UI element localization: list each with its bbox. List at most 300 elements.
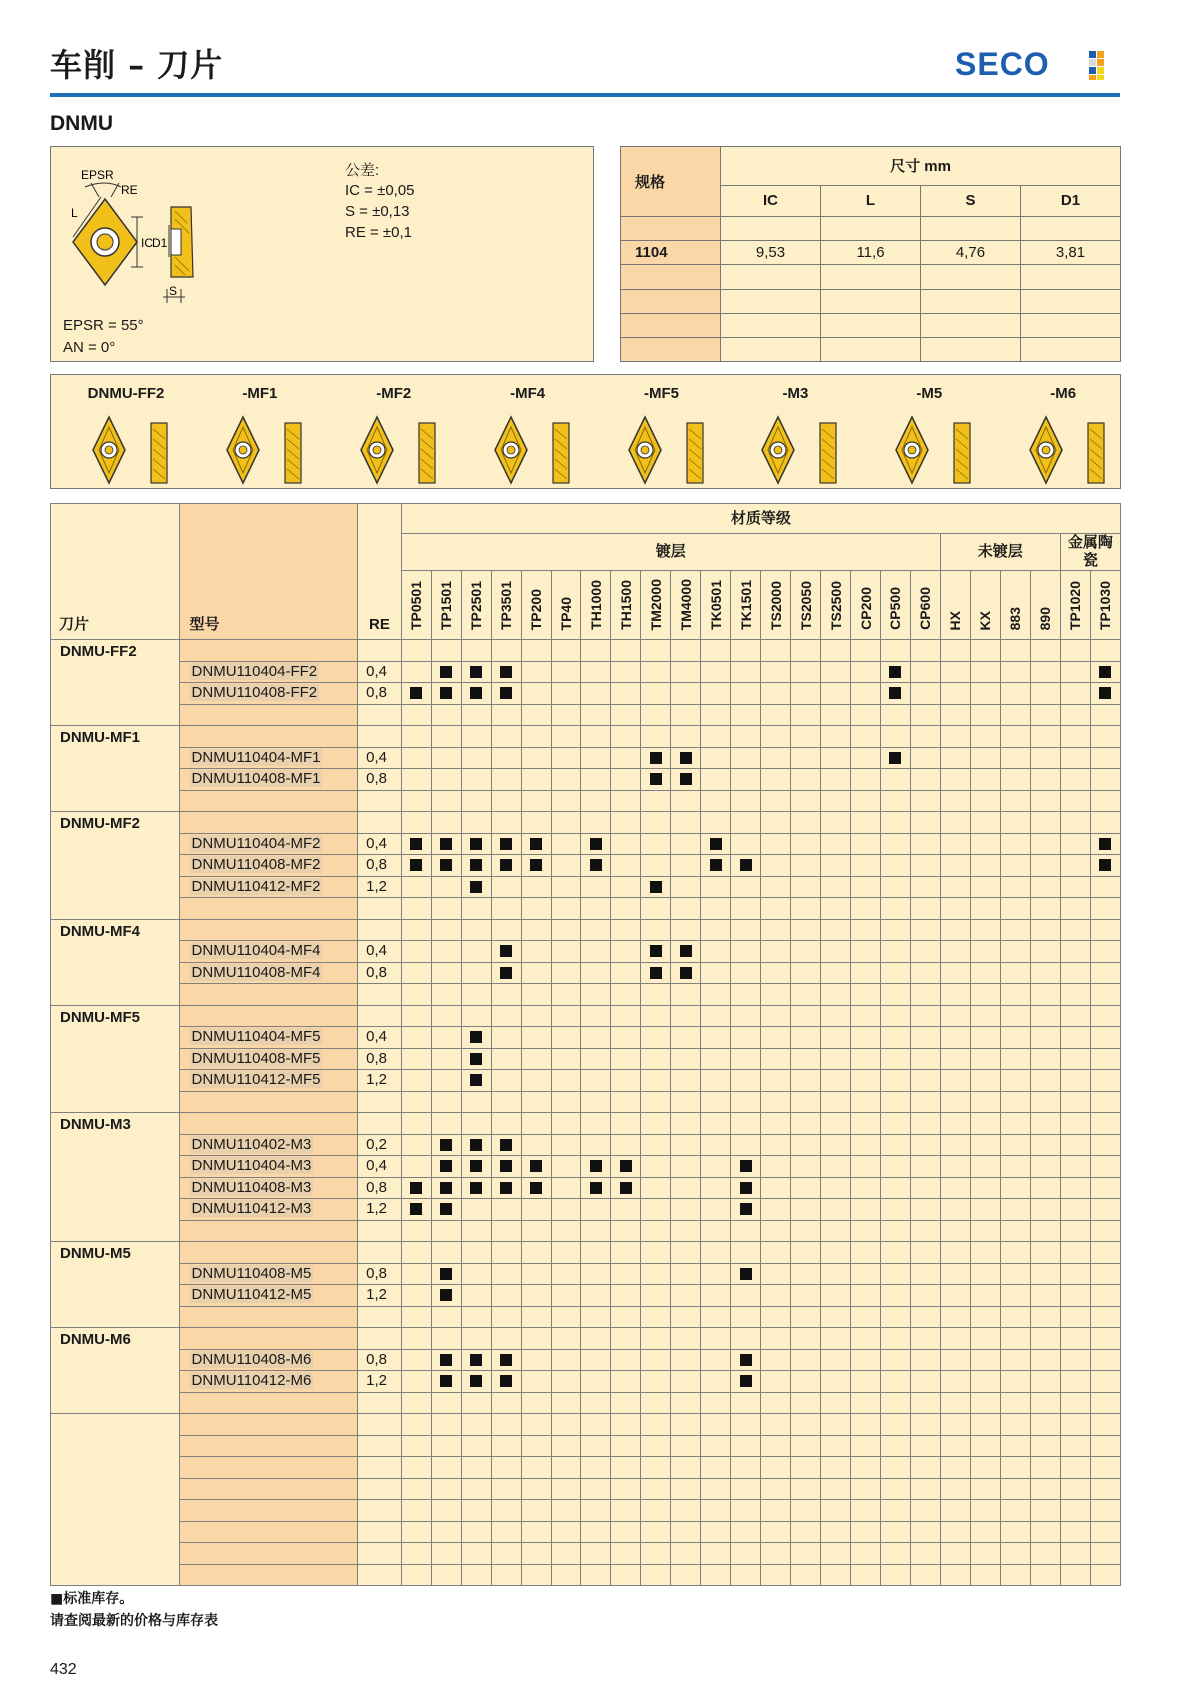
chipbreaker-label: -MF5: [644, 385, 679, 402]
grade-header: TS2000: [761, 571, 791, 640]
grade-header: TP1501: [431, 571, 461, 640]
stock-mark-icon: [500, 687, 512, 699]
stock-mark-cell: [701, 855, 731, 877]
stock-mark-cell: [401, 833, 431, 855]
re-value: 0,4: [358, 747, 402, 769]
chipbreaker-label: -M6: [1050, 385, 1077, 402]
stock-mark-icon: [740, 859, 752, 871]
stock-mark-icon: [470, 838, 482, 850]
stock-mark-icon: [440, 859, 452, 871]
stock-mark-icon: [440, 1139, 452, 1151]
angle-an: AN = 0°: [63, 339, 116, 356]
model-code[interactable]: DNMU110408-M3: [179, 1177, 358, 1199]
stock-mark-cell: [431, 1349, 461, 1371]
model-code[interactable]: DNMU110412-MF5: [179, 1070, 358, 1092]
re-value: 0,4: [358, 1156, 402, 1178]
model-code[interactable]: DNMU110412-M5: [179, 1285, 358, 1307]
model-code[interactable]: DNMU110408-M5: [179, 1263, 358, 1285]
family-row: [51, 640, 1121, 662]
stock-mark-icon: [1099, 838, 1111, 850]
footnote-price-list: 请查阅最新的价格与库存表: [50, 1613, 218, 1629]
dim-col-ic: IC: [721, 185, 821, 217]
chipbreaker-insert-icon: [473, 415, 583, 485]
re-value: 0,8: [358, 962, 402, 984]
stock-mark-icon: [530, 859, 542, 871]
stock-mark-cell: [731, 855, 761, 877]
label-l: L: [71, 206, 78, 220]
stock-mark-icon: [500, 859, 512, 871]
svg-text:SECO: SECO: [955, 47, 1050, 81]
grade-header: KX: [970, 571, 1000, 640]
grade-header: CP600: [910, 571, 940, 640]
stock-mark-icon: [500, 1354, 512, 1366]
family-name: DNMU-FF2: [51, 640, 180, 726]
stock-mark-cell: [581, 1177, 611, 1199]
stock-mark-icon: [440, 666, 452, 678]
grade-header: TK0501: [701, 571, 731, 640]
stock-mark-cell: [401, 855, 431, 877]
grade-header: TP40: [551, 571, 581, 640]
grade-header: TP2501: [461, 571, 491, 640]
header-model: 型号: [179, 504, 358, 640]
table-row: [51, 1134, 1121, 1156]
tolerance-re: RE = ±0,1: [345, 224, 413, 241]
chipbreaker-label: -MF2: [376, 385, 412, 402]
stock-mark-cell: [491, 1371, 521, 1393]
product-code: DNMU: [50, 112, 113, 135]
stock-mark-icon: [470, 1160, 482, 1172]
grade-header: HX: [940, 571, 970, 640]
dimension-table: [620, 146, 1121, 362]
family-name: DNMU-MF1: [51, 726, 180, 812]
stock-mark-icon: [410, 687, 422, 699]
stock-mark-cell: [461, 1048, 491, 1070]
table-row: [51, 1070, 1121, 1092]
stock-mark-icon: [1099, 859, 1111, 871]
model-code[interactable]: DNMU110412-M3: [179, 1199, 358, 1221]
stock-mark-cell: [461, 855, 491, 877]
header-uncoated: 未镀层: [940, 534, 1060, 571]
stock-mark-cell: [731, 1263, 761, 1285]
grade-header: TH1000: [581, 571, 611, 640]
stock-mark-icon: [440, 1354, 452, 1366]
dim-col-s: S: [921, 185, 1021, 217]
chipbreaker-label: -M3: [782, 385, 809, 402]
grade-header: TP1020: [1060, 571, 1090, 640]
dim-col-l: L: [821, 185, 921, 217]
stock-mark-icon: [1099, 687, 1111, 699]
model-code[interactable]: DNMU110408-MF4: [179, 962, 358, 984]
family-row: [51, 1113, 1121, 1135]
table-row: [51, 661, 1121, 683]
stock-mark-icon: [650, 967, 662, 979]
re-value: 0,4: [358, 661, 402, 683]
stock-mark-cell: [461, 833, 491, 855]
stock-mark-cell: [521, 1156, 551, 1178]
stock-mark-cell: [491, 1177, 521, 1199]
family-row: [51, 1328, 1121, 1350]
stock-mark-cell: [491, 855, 521, 877]
re-value: 0,8: [358, 683, 402, 705]
title-rule: [50, 93, 1120, 97]
stock-mark-icon: [530, 1160, 542, 1172]
stock-mark-icon: [440, 1203, 452, 1215]
stock-mark-cell: [461, 876, 491, 898]
stock-mark-icon: [440, 1182, 452, 1194]
stock-mark-icon: [620, 1160, 632, 1172]
grade-header: TP1030: [1090, 571, 1120, 640]
dim-ic-value: 9,53: [721, 241, 821, 265]
stock-mark-icon: [470, 881, 482, 893]
stock-mark-cell: [431, 1371, 461, 1393]
stock-mark-cell: [1090, 683, 1120, 705]
stock-mark-icon: [680, 945, 692, 957]
chipbreaker-insert-icon: [205, 415, 315, 485]
stock-mark-icon: [470, 1182, 482, 1194]
stock-mark-icon: [650, 881, 662, 893]
table-row: [51, 1156, 1121, 1178]
stock-mark-cell: [1090, 833, 1120, 855]
grade-header: TK1501: [731, 571, 761, 640]
stock-mark-cell: [581, 855, 611, 877]
stock-mark-icon: [650, 945, 662, 957]
size-label: 规格: [621, 147, 721, 217]
stock-mark-icon: [470, 666, 482, 678]
grade-header: TH1500: [611, 571, 641, 640]
stock-mark-cell: [491, 661, 521, 683]
stock-mark-icon: [500, 838, 512, 850]
family-name: DNMU-M3: [51, 1113, 180, 1242]
tolerance-block: [345, 159, 415, 243]
model-code[interactable]: DNMU110408-MF5: [179, 1048, 358, 1070]
stock-mark-icon: [620, 1182, 632, 1194]
stock-mark-cell: [461, 1371, 491, 1393]
stock-mark-icon: [440, 838, 452, 850]
stock-mark-cell: [611, 1156, 641, 1178]
family-row: [51, 1242, 1121, 1264]
stock-mark-icon: [410, 1182, 422, 1194]
re-value: 1,2: [358, 1285, 402, 1307]
stock-mark-cell: [431, 855, 461, 877]
dim-s-value: 4,76: [921, 241, 1021, 265]
stock-mark-cell: [491, 1156, 521, 1178]
stock-mark-cell: [641, 769, 671, 791]
family-row: [51, 726, 1121, 748]
seco-logo: [955, 47, 1115, 81]
stock-mark-cell: [401, 1177, 431, 1199]
stock-mark-icon: [440, 1375, 452, 1387]
chipbreaker-label: DNMU-FF2: [87, 385, 165, 402]
stock-mark-icon: [650, 773, 662, 785]
re-value: 0,4: [358, 833, 402, 855]
re-value: 1,2: [358, 1070, 402, 1092]
table-row: [51, 1048, 1121, 1070]
stock-mark-cell: [581, 833, 611, 855]
stock-mark-icon: [590, 1182, 602, 1194]
angle-block: [63, 315, 144, 359]
header-grades: 材质等级: [401, 504, 1120, 534]
stock-mark-cell: [431, 1134, 461, 1156]
chipbreaker-insert-icon: [874, 415, 984, 485]
angle-epsr: EPSR = 55°: [63, 317, 144, 334]
stock-mark-cell: [461, 1134, 491, 1156]
grade-header: TS2050: [791, 571, 821, 640]
grade-header: 890: [1030, 571, 1060, 640]
chipbreaker-label: -MF1: [242, 385, 278, 402]
footnote-stock: ■标准库存。: [50, 1591, 134, 1607]
chipbreaker-insert-icon: [339, 415, 449, 485]
stock-mark-icon: [590, 838, 602, 850]
stock-mark-icon: [500, 967, 512, 979]
family-row: [51, 1005, 1121, 1027]
stock-mark-cell: [521, 833, 551, 855]
stock-mark-cell: [671, 941, 701, 963]
stock-mark-icon: [500, 666, 512, 678]
grade-header: TP200: [521, 571, 551, 640]
model-code[interactable]: DNMU110404-M3: [179, 1156, 358, 1178]
model-code[interactable]: DNMU110408-MF1: [179, 769, 358, 791]
re-value: 0,2: [358, 1134, 402, 1156]
table-row: [51, 1349, 1121, 1371]
stock-mark-cell: [431, 1285, 461, 1307]
stock-mark-cell: [880, 661, 910, 683]
stock-mark-cell: [461, 1177, 491, 1199]
stock-mark-icon: [470, 1031, 482, 1043]
stock-mark-icon: [740, 1375, 752, 1387]
model-code[interactable]: DNMU110408-FF2: [179, 683, 358, 705]
grade-header: CP200: [851, 571, 881, 640]
stock-mark-icon: [470, 859, 482, 871]
re-value: 1,2: [358, 1371, 402, 1393]
stock-mark-cell: [1090, 661, 1120, 683]
model-code[interactable]: DNMU110404-FF2: [179, 661, 358, 683]
stock-mark-cell: [491, 833, 521, 855]
header-re: RE: [358, 504, 402, 640]
stock-mark-icon: [740, 1354, 752, 1366]
header-cermet: 金属陶瓷: [1060, 534, 1120, 571]
stock-mark-cell: [491, 962, 521, 984]
grade-header: 883: [1000, 571, 1030, 640]
grade-header: TM2000: [641, 571, 671, 640]
stock-mark-icon: [740, 1203, 752, 1215]
table-row: [51, 833, 1121, 855]
model-code[interactable]: DNMU110408-MF2: [179, 855, 358, 877]
label-epsr: EPSR: [81, 168, 114, 182]
stock-mark-icon: [710, 838, 722, 850]
tolerance-s: S = ±0,13: [345, 203, 410, 220]
stock-mark-icon: [740, 1268, 752, 1280]
stock-mark-icon: [889, 687, 901, 699]
dim-d1-value: 3,81: [1021, 241, 1121, 265]
stock-mark-cell: [431, 661, 461, 683]
spec-box: [50, 146, 594, 362]
grade-header: CP500: [880, 571, 910, 640]
chipbreaker-insert-icon: [607, 415, 717, 485]
re-value: 0,8: [358, 769, 402, 791]
model-code[interactable]: DNMU110404-MF5: [179, 1027, 358, 1049]
stock-mark-cell: [581, 1156, 611, 1178]
stock-mark-cell: [461, 1027, 491, 1049]
table-row: [51, 1285, 1121, 1307]
table-row: [51, 1177, 1121, 1199]
stock-mark-cell: [431, 1199, 461, 1221]
stock-mark-cell: [671, 962, 701, 984]
stock-mark-cell: [491, 1349, 521, 1371]
table-row: [51, 1199, 1121, 1221]
stock-mark-icon: [740, 1182, 752, 1194]
label-ic: IC: [141, 236, 153, 250]
family-row: [51, 812, 1121, 834]
chipbreaker-label: -MF4: [510, 385, 546, 402]
family-name: DNMU-M5: [51, 1242, 180, 1328]
re-value: 0,8: [358, 1263, 402, 1285]
stock-mark-cell: [731, 1156, 761, 1178]
stock-mark-cell: [521, 855, 551, 877]
stock-mark-cell: [461, 1070, 491, 1092]
stock-mark-icon: [410, 1203, 422, 1215]
re-value: 0,8: [358, 1349, 402, 1371]
model-code[interactable]: DNMU110404-MF1: [179, 747, 358, 769]
stock-mark-icon: [590, 1160, 602, 1172]
family-name: DNMU-M6: [51, 1328, 180, 1414]
table-row: [51, 855, 1121, 877]
dim-l-value: 11,6: [821, 241, 921, 265]
grade-header: TP3501: [491, 571, 521, 640]
stock-mark-cell: [431, 1156, 461, 1178]
stock-mark-icon: [440, 1268, 452, 1280]
re-value: 1,2: [358, 1199, 402, 1221]
label-s: S: [169, 284, 178, 298]
stock-mark-icon: [530, 1182, 542, 1194]
model-code[interactable]: DNMU110404-MF4: [179, 941, 358, 963]
page-number: 432: [50, 1661, 77, 1678]
model-code[interactable]: DNMU110404-MF2: [179, 833, 358, 855]
dim-group-header: 尺寸 mm: [721, 147, 1121, 186]
grade-header: TM4000: [671, 571, 701, 640]
stock-mark-cell: [641, 747, 671, 769]
chipbreaker-insert-icon: [71, 415, 181, 485]
stock-mark-cell: [731, 1371, 761, 1393]
table-row: [51, 962, 1121, 984]
table-row: [51, 1371, 1121, 1393]
page-title: 车削 – 刀片: [50, 46, 224, 84]
stock-mark-icon: [710, 859, 722, 871]
stock-mark-cell: [880, 747, 910, 769]
stock-mark-cell: [461, 683, 491, 705]
stock-mark-icon: [500, 1139, 512, 1151]
stock-mark-icon: [530, 838, 542, 850]
table-row: [51, 1027, 1121, 1049]
model-code[interactable]: DNMU110412-MF2: [179, 876, 358, 898]
stock-mark-icon: [500, 945, 512, 957]
table-row: [51, 1263, 1121, 1285]
stock-mark-icon: [470, 1053, 482, 1065]
stock-mark-cell: [491, 941, 521, 963]
table-row: [51, 683, 1121, 705]
stock-mark-cell: [701, 833, 731, 855]
table-row: [51, 747, 1121, 769]
grade-table: [50, 503, 1121, 1586]
dim-col-d1: D1: [1021, 185, 1121, 217]
grade-header: TP0501: [401, 571, 431, 640]
stock-mark-icon: [410, 859, 422, 871]
stock-mark-cell: [611, 1177, 641, 1199]
model-code[interactable]: DNMU110402-M3: [179, 1134, 358, 1156]
stock-mark-icon: [680, 752, 692, 764]
stock-mark-cell: [671, 769, 701, 791]
stock-mark-cell: [461, 1349, 491, 1371]
stock-mark-cell: [521, 1177, 551, 1199]
stock-mark-cell: [731, 1349, 761, 1371]
stock-mark-cell: [431, 1177, 461, 1199]
chipbreaker-insert-icon: [1008, 415, 1118, 485]
table-row: [51, 876, 1121, 898]
family-row: [51, 919, 1121, 941]
family-name: DNMU-MF2: [51, 812, 180, 920]
re-value: 0,4: [358, 941, 402, 963]
stock-mark-icon: [440, 1289, 452, 1301]
stock-mark-cell: [491, 683, 521, 705]
re-value: 0,4: [358, 1027, 402, 1049]
stock-mark-icon: [590, 859, 602, 871]
chipbreaker-insert-icon: [740, 415, 850, 485]
stock-mark-cell: [491, 1134, 521, 1156]
stock-mark-icon: [470, 1375, 482, 1387]
chipbreaker-label: -M5: [916, 385, 943, 402]
re-value: 0,8: [358, 1048, 402, 1070]
stock-mark-icon: [470, 1354, 482, 1366]
insert-dimension-drawing: [59, 157, 249, 307]
chipbreaker-strip: [50, 374, 1121, 489]
stock-mark-cell: [671, 747, 701, 769]
tolerance-ic: IC = ±0,05: [345, 182, 415, 199]
stock-mark-cell: [880, 683, 910, 705]
stock-mark-cell: [431, 1263, 461, 1285]
stock-mark-cell: [431, 833, 461, 855]
stock-mark-icon: [440, 1160, 452, 1172]
label-re: RE: [121, 183, 138, 197]
table-row: [51, 941, 1121, 963]
stock-mark-cell: [731, 1199, 761, 1221]
stock-mark-cell: [641, 962, 671, 984]
stock-mark-icon: [410, 838, 422, 850]
stock-mark-icon: [650, 752, 662, 764]
re-value: 0,8: [358, 1177, 402, 1199]
stock-mark-icon: [889, 666, 901, 678]
model-code[interactable]: DNMU110408-M6: [179, 1349, 358, 1371]
re-value: 1,2: [358, 876, 402, 898]
header-insert: 刀片: [51, 504, 180, 640]
grade-header: TS2500: [821, 571, 851, 640]
label-d1: D1: [152, 236, 168, 250]
stock-mark-cell: [401, 1199, 431, 1221]
header-coated: 镀层: [401, 534, 940, 571]
stock-mark-cell: [431, 683, 461, 705]
stock-mark-icon: [889, 752, 901, 764]
stock-mark-icon: [500, 1160, 512, 1172]
stock-mark-icon: [1099, 666, 1111, 678]
stock-mark-cell: [1090, 855, 1120, 877]
stock-mark-icon: [470, 1139, 482, 1151]
stock-mark-cell: [641, 941, 671, 963]
stock-mark-cell: [641, 876, 671, 898]
stock-mark-icon: [470, 1074, 482, 1086]
dim-size-value: 1104: [621, 241, 721, 265]
stock-mark-cell: [461, 1156, 491, 1178]
model-code[interactable]: DNMU110412-M6: [179, 1371, 358, 1393]
stock-mark-icon: [470, 687, 482, 699]
stock-mark-icon: [500, 1182, 512, 1194]
